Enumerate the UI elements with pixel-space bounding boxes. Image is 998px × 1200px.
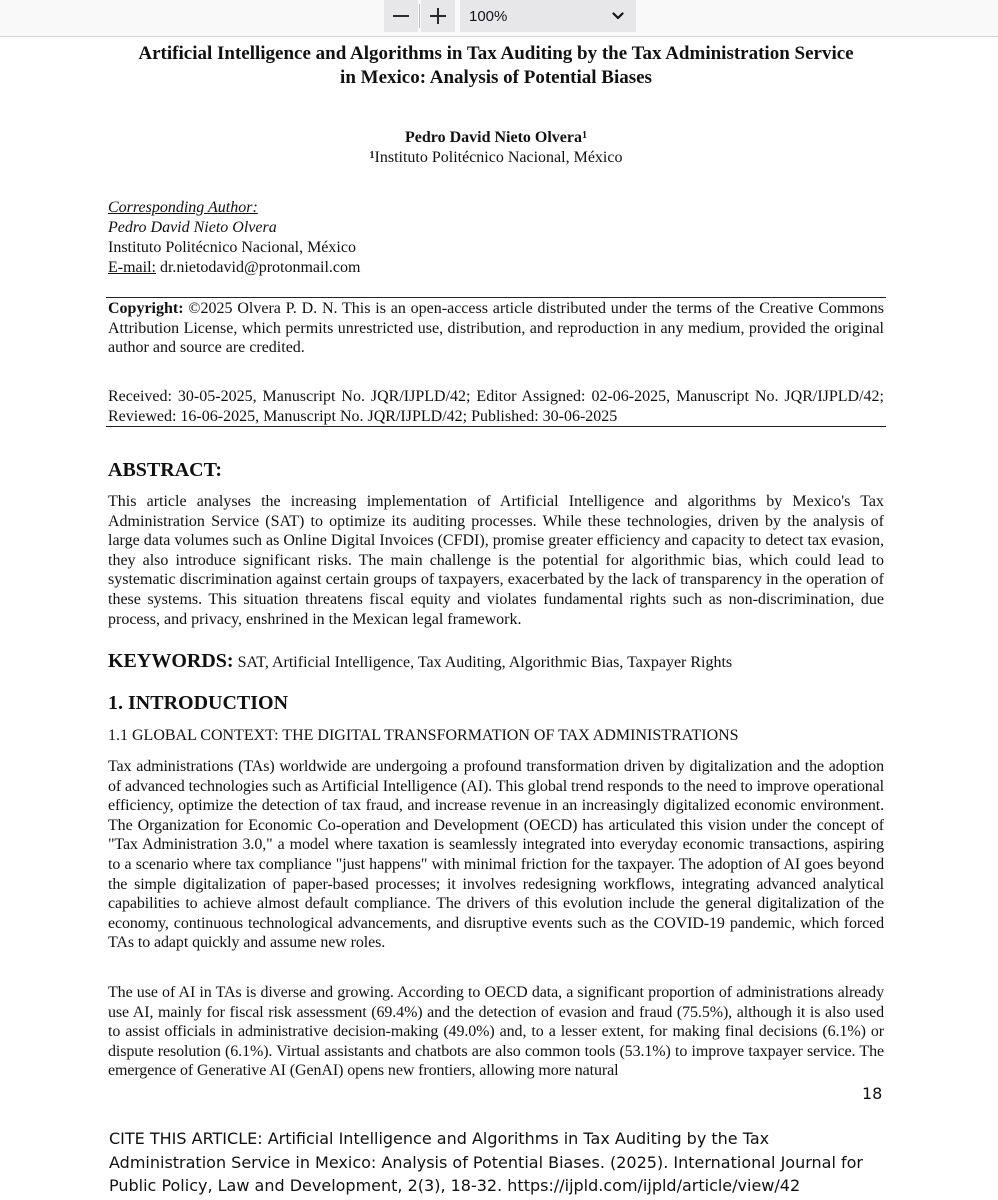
keywords-list: SAT, Artificial Intelligence, Tax Auditing, Algorithmic Bias, Taxpayer Rights (237, 654, 733, 671)
minus-icon (392, 7, 410, 25)
copyright-label: Copyright: (108, 300, 184, 317)
zoom-in-button[interactable] (421, 0, 455, 32)
divider-top (106, 297, 886, 298)
keywords-line (108, 649, 732, 675)
abstract-heading: ABSTRACT: (108, 459, 223, 481)
paper-title (108, 42, 884, 90)
abstract-text: This article analyses the increasing implementation of Artificial Intelligence and algorithms by Mexico's Tax Administration Service (SAT) to optimize its auditing processes. While these technologies, driven by the analysis of large data volumes such as Online Digital Invoices (CFDI), promise greater efficiency and capacity to detect tax evasion, they also introduce significant risks. The main challenge is the potential for algorithmic bias, which could lead to systematic discrimination against certain groups of taxpayers, exacerbated by the lack of transparency in the operation of these systems. This situation threatens fiscal equity and violates fundamental rights such as non-discrimination, due process, and privacy, enshrined in the Mexican legal framework. (108, 493, 884, 628)
article-history: Received: 30-05-2025, Manuscript No. JQR/IJPLD/42; Editor Assigned: 02-06-2025, Manuscript No. JQR/IJPLD/42; Reviewed: 16-06-2025, Manuscript No. JQR/IJPLD/42; Published: 30-06-2025 (108, 388, 884, 425)
copyright-notice (108, 299, 884, 358)
author (108, 128, 884, 148)
divider-bottom (106, 426, 886, 427)
corresponding-label: Corresponding Author: (108, 199, 258, 216)
chevron-down-icon (612, 11, 624, 21)
zoom-value: 100% (469, 8, 508, 25)
subsection-heading: 1.1 GLOBAL CONTEXT: THE DIGITAL TRANSFORMATION OF TAX ADMINISTRATIONS (108, 727, 739, 744)
affiliation (108, 148, 884, 168)
title-line-2: in Mexico: Analysis of Potential Biases (340, 67, 652, 88)
affiliation-text: Instituto Politécnico Nacional, México (374, 149, 623, 166)
intro-paragraph-2: The use of AI in TAs is diverse and growing. According to OECD data, a significant proportion of administrations already use AI, mainly for fiscal risk assessment (69.4%) and the detection of evasion and fraud (75.5%), although it is also used to assist officials in administrative decision-making (49.0%) and, to a lesser extent, for making final decisions (6.1%) or dispute resolution (6.1%). Virtual assistants and chatbots are also common tools (53.1%) to improve taxpayer service. The emergence of Generative AI (GenAI) opens new frontiers, allowing more natural (108, 984, 884, 1080)
corresponding-email-line (108, 258, 360, 278)
affiliation-mark: 1 (369, 150, 375, 161)
zoom-select[interactable] (460, 0, 636, 32)
plus-icon (429, 7, 447, 25)
toolbar-separator (419, 4, 420, 28)
email-address[interactable]: dr.nietodavid@protonmail.com (159, 259, 361, 276)
corresponding-institution: Instituto Politécnico Nacional, México (108, 239, 356, 256)
pdf-toolbar (0, 0, 998, 37)
citation-footer: CITE THIS ARTICLE: Artificial Intelligence and Algorithms in Tax Auditing by the Tax Administration Service in Mexico: Analysis of Potential Biases. (2025). International Journal for Public Policy, Law and Development, 2(3), 18-32. https://ijpld.com/ijpld/article/view/42 (109, 1129, 864, 1195)
page-number: 18 (862, 1084, 883, 1103)
keywords-label: KEYWORDS: (108, 650, 234, 672)
section-heading: 1. INTRODUCTION (108, 692, 289, 714)
corresponding-name: Pedro David Nieto Olvera (108, 219, 277, 236)
email-label: E-mail: (108, 259, 156, 276)
author-affiliation-mark: 1 (582, 130, 587, 141)
intro-paragraph-1: Tax administrations (TAs) worldwide are undergoing a profound transformation driven by digitalization and the adoption of advanced technologies such as Artificial Intelligence (AI). This global trend responds to the need to improve operational efficiency, optimize the detection of tax fraud, and increase revenue in an increasingly digitalized economic environment. The Organization for Economic Co-operation and Development (OECD) has articulated this vision under the concept of "Tax Administration 3.0," a model where taxation is seamlessly integrated into everyday economic transactions, aspiring to a scenario where tax compliance "just happens" with minimal friction for the taxpayer. The adoption of AI goes beyond the simple digitalization of paper-based processes; it involves redesigning workflows, integrating advanced analytical capabilities to achieve almost default compliance. The drivers of this evolution include the general digitalization of the economy, continuous technological advancements, and disruptive events such as the COVID-19 pandemic, which forced TAs to adapt quickly and assume new roles. (108, 758, 884, 952)
author-name: Pedro David Nieto Olvera (404, 129, 582, 146)
corresponding-author-block (108, 198, 360, 278)
copyright-text: ©2025 Olvera P. D. N. This is an open-access article distributed under the terms of the Creative Commons Attribution License, which permits unrestricted use, distribution, and reproduction in any medium, provided the original author and source are credited. (108, 300, 884, 357)
title-line-1: Artificial Intelligence and Algorithms in Tax Auditing by the Tax Administration Service (138, 43, 854, 64)
zoom-out-button[interactable] (384, 0, 418, 32)
